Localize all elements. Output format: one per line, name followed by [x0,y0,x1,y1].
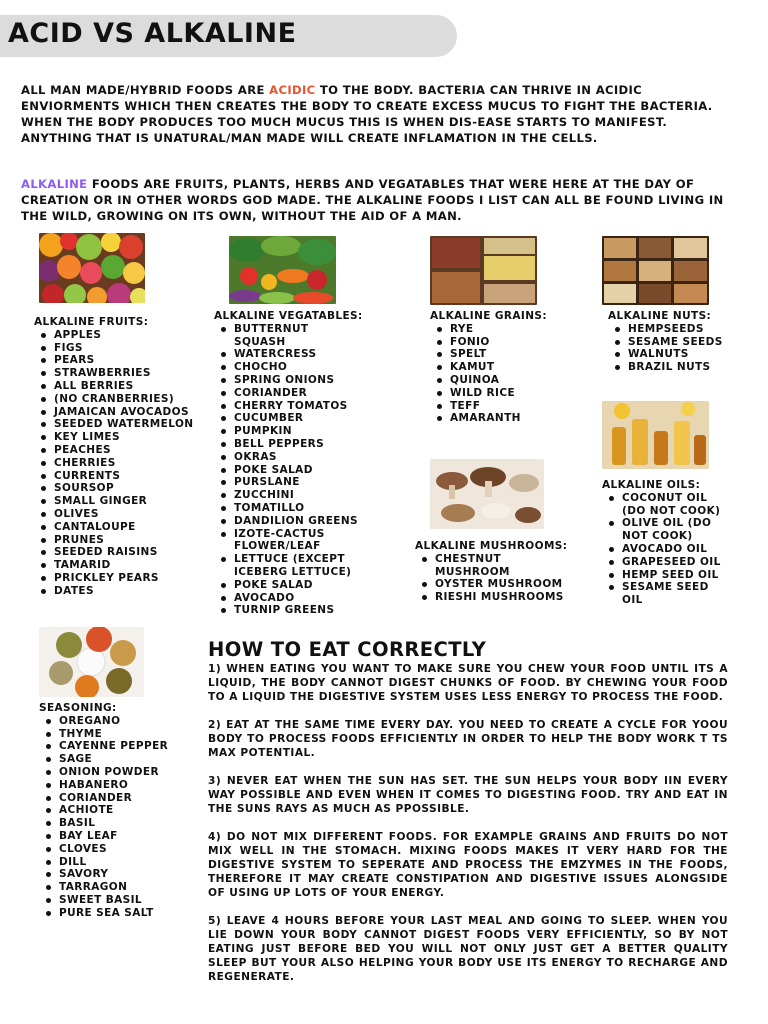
list-item: PEARS [34,354,204,367]
alkaline-vegetables-section [214,310,364,617]
list-item: HEMP SEED OIL [602,569,732,582]
list-item: SESAME SEEDS [608,336,738,349]
fruits-photo [39,233,145,303]
seasoning-section [39,702,199,920]
list-item: BAY LEAF [39,830,199,843]
list-item: CORIANDER [39,792,199,805]
list-item: BELL PEPPERS [214,438,364,451]
alkaline-nuts-section [608,310,738,374]
list-item: TOMATILLO [214,502,364,515]
list-item: CUCUMBER [214,412,364,425]
acidic-highlight: ACIDIC [269,83,316,97]
list-item: TARRAGON [39,881,199,894]
howto-paragraph-3: 3) NEVER EAT WHEN THE SUN HAS SET. THE SUN HELPS YOUR BODY IIN EVERY WAY POSSIBLE AND EVEN WHEN IT COMES TO DIGESTING FOOD. TRY AND EAT IN THE SUNS RAYS AS MUCH AS PPOSSIBLE. [208,775,728,815]
list-item: POKE SALAD [214,579,364,592]
list-item: OLIVES [34,508,204,521]
list-item: CLOVES [39,843,199,856]
mushrooms-photo [430,459,544,529]
list-item: BUTTERNUT SQUASH [214,323,364,349]
alkaline-fruits-list [34,329,204,598]
grains-photo [430,236,537,305]
list-item: PRICKLEY PEARS [34,572,204,585]
alkaline-mushrooms-heading: ALKALINE MUSHROOMS: [415,540,568,552]
list-item: ZUCCHINI [214,489,364,502]
intro-acid-text-before: ALL MAN MADE/HYBRID FOODS ARE [21,83,270,97]
list-item: PURSLANE [214,476,364,489]
list-item: WILD RICE [430,387,560,400]
alkaline-nuts-heading: ALKALINE NUTS: [608,310,712,322]
list-item: STRAWBERRIES [34,367,204,380]
alkaline-vegetables-list [214,323,364,617]
list-item: ONION POWDER [39,766,199,779]
list-item: SOURSOP [34,482,204,495]
list-item: CORIANDER [214,387,364,400]
list-item: OLIVE OIL (DO NOT COOK) [602,517,732,543]
oils-photo [602,401,709,469]
list-item: TURNIP GREENS [214,604,364,617]
list-item: BASIL [39,817,199,830]
list-item: CHERRY TOMATOS [214,400,364,413]
list-item: LETTUCE (EXCEPT ICEBERG LETTUCE) [214,553,364,579]
list-item: OKRAS [214,451,364,464]
seasoning-photo [39,627,144,697]
list-item: SEEDED RAISINS [34,546,204,559]
list-item: GRAPESEED OIL [602,556,732,569]
intro-acid-text-after: TO THE BODY. BACTERIA CAN THRIVE IN ACIDIC ENVIORMENTS WHICH THEN CREATES THE BODY TO CREATE EXCESS MUCUS TO FIGHT THE BACTERIA. WHEN THE BODY PRODUCES TOO MUCH MUCUS THIS IS WHEN DIS-EASE STARTS TO MANIFEST. ANYTHING THAT IS UNATURAL/MAN MADE WILL CREATE INFLAMATION IN THE CELLS. [21,83,713,145]
alkaline-oils-section [602,479,732,607]
intro-alkaline-text-after: FOODS ARE FRUITS, PLANTS, HERBS AND VEGATABLES THAT WERE HERE AT THE DAY OF CREATION OR IN OTHER WORDS GOD MADE. THE ALKALINE FOODS I LIST CAN ALL BE FOUND LIVING IN THE WILD, GROWING ON ITS OWN, WITHOUT THE AID OF A MAN. [21,177,724,223]
list-item: DATES [34,585,204,598]
intro-alkaline-paragraph [21,176,741,224]
howto-paragraph-1: 1) WHEN EATING YOU WANT TO MAKE SURE YOU CHEW YOUR FOOD UNTIL ITS A LIQUID, THE BODY CANNOT DIGEST CHUNKS OF FOOD. BY CHEWING YOUR FOOD TO A LIQUID THE DIGESTIVE SYSTEM USES LESS ENERGY TO PROCESS THE FOOD. [208,663,728,703]
list-item: ACHIOTE [39,804,199,817]
list-item: APPLES [34,329,204,342]
list-item: KAMUT [430,361,560,374]
list-item: (NO CRANBERRIES) [34,393,204,406]
list-item: CHERRIES [34,457,204,470]
list-item: PURE SEA SALT [39,907,199,920]
list-item: JAMAICAN AVOCADOS [34,406,204,419]
howto-paragraph-2: 2) EAT AT THE SAME TIME EVERY DAY. YOU NEED TO CREATE A CYCLE FOR YOOU BODY TO PROCESS FOODS EFFICIENTLY IN ORDER TO HELP THE BODY WORK T TS MAX POTENTIAL. [208,719,728,759]
list-item: PEACHES [34,444,204,457]
list-item: CURRENTS [34,470,204,483]
alkaline-nuts-list [608,323,738,374]
vegetables-photo [229,236,336,304]
list-item: WATERCRESS [214,348,364,361]
list-item: SAGE [39,753,199,766]
list-item: PUMPKIN [214,425,364,438]
list-item: SEEDED WATERMELON [34,418,204,431]
list-item: PRUNES [34,534,204,547]
list-item: RYE [430,323,560,336]
seasoning-list [39,715,199,920]
list-item: CHESTNUT MUSHROOM [415,553,535,579]
alkaline-oils-list [602,492,732,607]
alkaline-grains-list [430,323,560,425]
list-item: OYSTER MUSHROOM [415,578,575,591]
list-item: OREGANO [39,715,199,728]
list-item: FONIO [430,336,560,349]
list-item: KEY LIMES [34,431,204,444]
alkaline-fruits-section [34,316,204,598]
list-item: CHOCHO [214,361,364,374]
list-item: SPRING ONIONS [214,374,364,387]
list-item: SAVORY [39,868,199,881]
list-item: RIESHI MUSHROOMS [415,591,575,604]
list-item: SMALL GINGER [34,495,204,508]
list-item: AVOCADO [214,592,364,605]
howto-title: HOW TO EAT CORRECTLY [208,638,487,661]
list-item: AVOCADO OIL [602,543,732,556]
list-item: ALL BERRIES [34,380,204,393]
list-item: HEMPSEEDS [608,323,738,336]
list-item: AMARANTH [430,412,560,425]
list-item: FIGS [34,342,204,355]
list-item: SWEET BASIL [39,894,199,907]
list-item: BRAZIL NUTS [608,361,738,374]
list-item: SESAME SEED OIL [602,581,732,607]
list-item: IZOTE-CACTUS FLOWER/LEAF [214,528,364,554]
howto-paragraph-4: 4) DO NOT MIX DIFFERENT FOODS. FOR EXAMPLE GRAINS AND FRUITS DO NOT MIX WELL IN THE STOMACH. MIXING FOODS MAKES IT VERY HARD FOR THE DIGESTIVE SYSTEM TO SEPERATE AND PROCESS THE EMZYMES IN THE FOODS, THEREFORE IT MAY CREATE CONSTIPATION AND DIGESTIVE ISSUES ALONGSIDE OF USING UP LOTS OF YOUR ENERGY. [208,831,728,899]
alkaline-grains-heading: ALKALINE GRAINS: [430,310,547,322]
howto-section [208,662,728,998]
list-item: WALNUTS [608,348,738,361]
alkaline-grains-section [430,310,560,425]
page-title: ACID VS ALKALINE [8,18,297,49]
list-item: POKE SALAD [214,464,364,477]
alkaline-mushrooms-list [415,553,575,604]
list-item: QUINOA [430,374,560,387]
list-item: CANTALOUPE [34,521,204,534]
nuts-photo [602,236,709,305]
list-item: CAYENNE PEPPER [39,740,199,753]
alkaline-oils-heading: ALKALINE OILS: [602,479,701,491]
seasoning-heading: SEASONING: [39,702,117,714]
alkaline-highlight: ALKALINE [21,177,88,191]
list-item: HABANERO [39,779,199,792]
list-item: THYME [39,728,199,741]
alkaline-mushrooms-section [415,540,575,604]
alkaline-fruits-heading: ALKALINE FRUITS: [34,316,149,328]
list-item: TEFF [430,400,560,413]
list-item: SPELT [430,348,560,361]
list-item: DILL [39,856,199,869]
alkaline-vegetables-heading: ALKALINE VEGATABLES: [214,310,363,322]
list-item: TAMARID [34,559,204,572]
howto-paragraph-5: 5) LEAVE 4 HOURS BEFORE YOUR LAST MEAL AND GOING TO SLEEP. WHEN YOU LIE DOWN YOUR BODY CANNOT DIGEST FOODS VERY EFFICIENTLY, SO BY NOT EATING JUST BEFORE BED YOU WILL NOT ONLY JUST GET A BETTER QUALITY SLEEP BUT YOUR ALSO HELPING YOUR BODY USE ITS ENERGY TO RECHARGE AND REGENERATE. [208,915,728,983]
intro-acid-paragraph [21,82,741,146]
list-item: COCONUT OIL (DO NOT COOK) [602,492,732,518]
list-item: DANDILION GREENS [214,515,364,528]
